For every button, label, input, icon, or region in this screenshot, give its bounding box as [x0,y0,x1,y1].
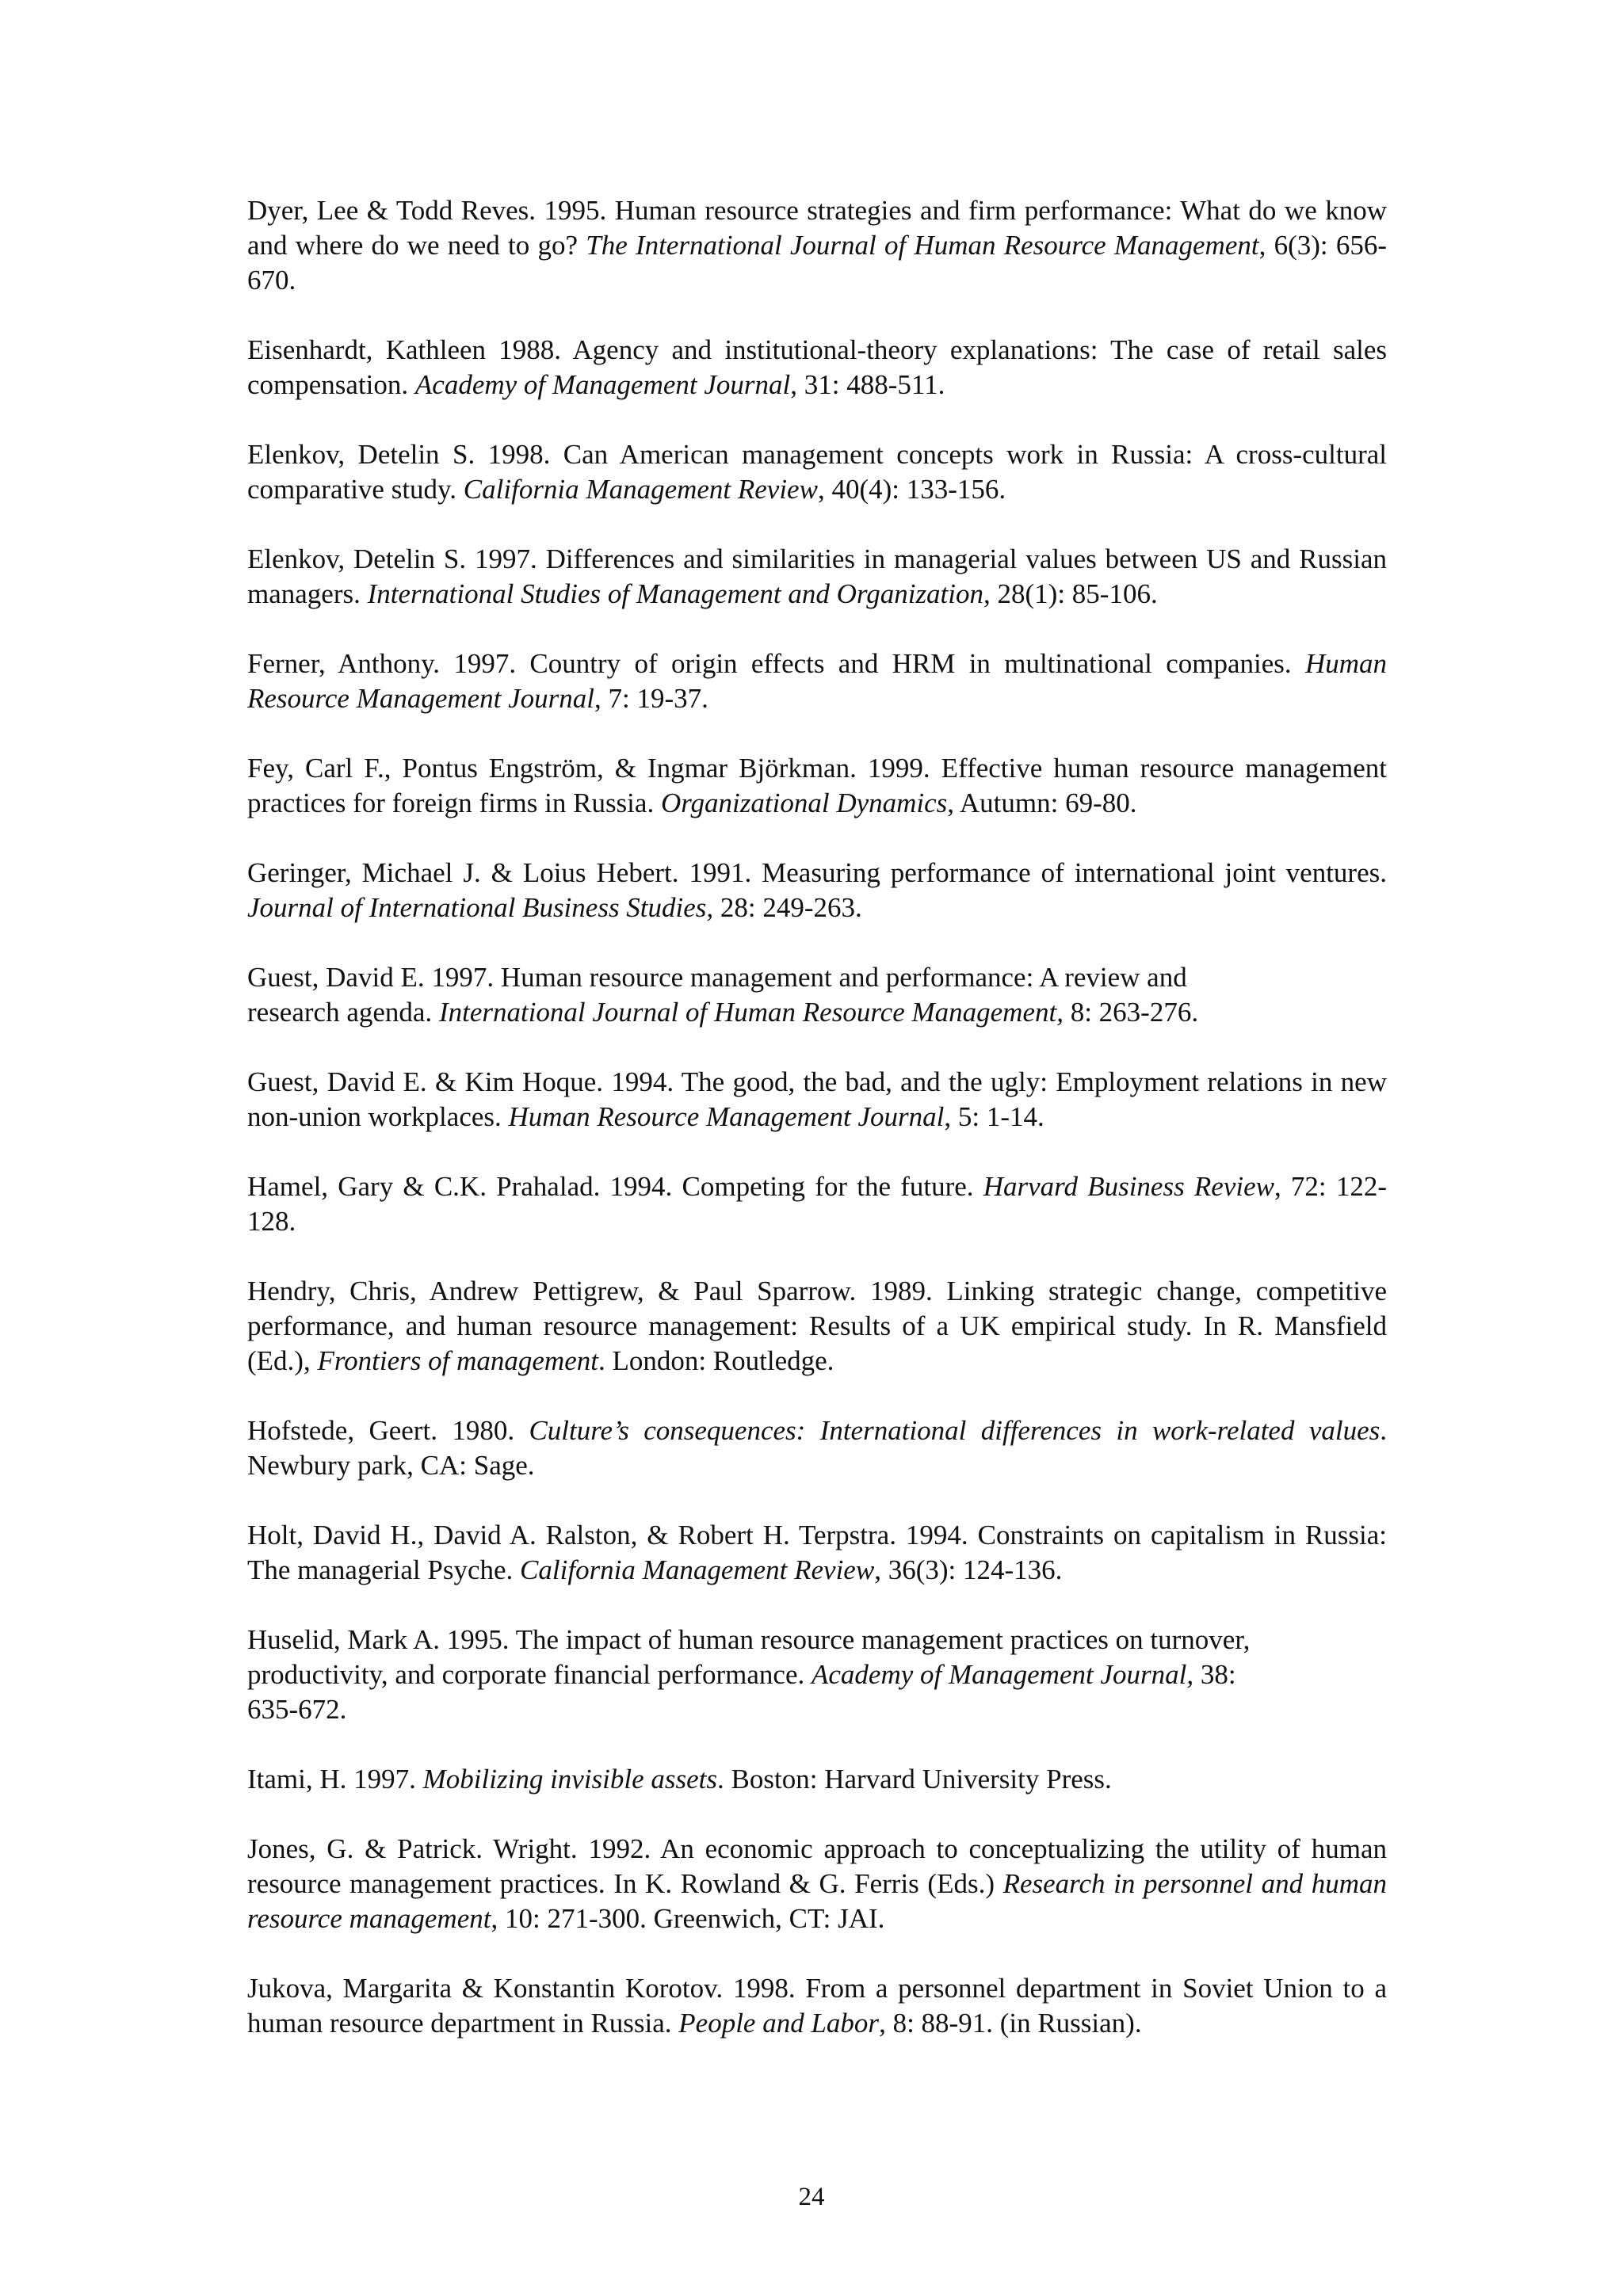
reference-entry [247,333,1387,402]
reference-entry [247,1518,1387,1588]
reference-text: Holt, David H., David A. Ralston, & Robert H. Terpstra. 1994. Constraints on capitalism in Russia: The managerial Psyche. [247,1520,1387,1585]
journal-title: The International Journal of Human Resource Management [586,230,1259,261]
reference-text: Eisenhardt, Kathleen 1988. Agency and institutional-theory explanations: The case of retail sales compensation. [247,334,1387,400]
reference-entry [247,1623,1285,1727]
book-title: Mobilizing invisible assets [422,1764,718,1794]
reference-text: Itami, H. 1997. [247,1764,423,1794]
reference-text: Jones, G. & Patrick. Wright. 1992. An economic approach to conceptualizing the utility of human resource management practices. In K. Rowland & G. Ferris (Eds.) [247,1833,1387,1899]
reference-text: , 5: 1-14. [944,1101,1044,1132]
journal-title: Journal of International Business Studies, [247,892,714,923]
journal-title: California Management Review [463,474,818,505]
reference-text: Fey, Carl F., Pontus Engström, & Ingmar Björkman. 1999. Effective human resource management practices for foreign firms in Russia. [247,753,1387,818]
reference-entry [247,646,1387,716]
page-number: 24 [798,2183,825,2211]
reference-entry [247,437,1387,507]
reference-text: Huselid, Mark A. 1995. The impact of human resource management practices on turnover, productivity, and corporate financial performance. [247,1624,1251,1690]
reference-text: . London: Routledge. [598,1345,834,1376]
reference-text: Ferner, Anthony. 1997. Country of origin effects and HRM in multinational companies. [247,648,1305,679]
reference-text: Guest, David E. 1997. Human resource management and performance: A review and research agenda. [247,962,1187,1028]
reference-entry [247,193,1387,298]
journal-title: California Management Review [520,1554,875,1585]
reference-text: Geringer, Michael J. & Loius Hebert. 1991. Measuring performance of international joint ventures. [247,857,1387,888]
reference-text: , 40(4): 133-156. [817,474,1006,505]
reference-entry [247,856,1387,925]
reference-entry [247,1274,1387,1379]
reference-text: Jukova, Margarita & Konstantin Korotov. 1998. From a personnel department in Soviet Union to a human resource department in Russia. [247,1973,1387,2039]
book-title: Frontiers of management [317,1345,598,1376]
journal-title: International Journal of Human Resource Management, [438,997,1064,1028]
reference-text: , 72: 122-128. [247,1171,1387,1237]
reference-text: Elenkov, Detelin S. 1998. Can American management concepts work in Russia: A cross-cultural comparative study. [247,439,1387,505]
journal-title: International Studies of Management and Organization [367,578,984,609]
reference-text: , 7: 19-37. [594,683,708,714]
reference-text: 38: 635-672. [247,1659,1236,1725]
reference-text: , 8: 88-91. (in Russian). [879,2008,1142,2039]
reference-text: 8: 263-276. [1063,997,1199,1028]
reference-text: Hamel, Gary & C.K. Prahalad. 1994. Competing for the future. [247,1171,983,1202]
reference-text: , 36(3): 124-136. [874,1554,1063,1585]
reference-entry [247,1971,1387,2041]
book-title: Research in personnel and human resource management [247,1868,1387,1934]
reference-text: . Boston: Harvard University Press. [717,1764,1112,1794]
journal-title: Human Resource Management Journal [247,648,1387,714]
reference-text: Elenkov, Detelin S. 1997. Differences and similarities in managerial values between US and Russian managers. [247,543,1387,609]
reference-text: , 28(1): 85-106. [983,578,1158,609]
book-title: Culture’s consequences: International differences in work-related values [529,1415,1381,1446]
reference-entry [247,1413,1387,1483]
reference-text: 28: 249-263. [713,892,862,923]
journal-title: Human Resource Management Journal [508,1101,945,1132]
reference-text: , 31: 488-511. [790,369,945,400]
reference-text: . Newbury park, CA: Sage. [247,1415,1387,1481]
reference-text: Dyer, Lee & Todd Reves. 1995. Human resource strategies and firm performance: What do we know and where do we need to go? [247,195,1387,261]
reference-entry [247,1169,1387,1239]
journal-title: People and Labor [678,2008,880,2039]
journal-title: Academy of Management Journal [414,369,791,400]
journal-title: Harvard Business Review [983,1171,1274,1202]
reference-text: , 10: 271-300. Greenwich, CT: JAI. [491,1903,885,1934]
reference-entry [247,1065,1387,1135]
reference-entry [247,542,1387,612]
journal-title: Academy of Management Journal, [812,1659,1194,1690]
reference-entry [247,1762,1387,1797]
reference-entry [247,1832,1387,1936]
reference-entry [247,960,1285,1030]
reference-text: Guest, David E. & Kim Hoque. 1994. The good, the bad, and the ugly: Employment relations in new non-union workplaces. [247,1066,1387,1132]
reference-list [247,193,1387,2076]
reference-text: , 6(3): 656-670. [247,230,1387,296]
journal-title: Organizational Dynamics [660,788,948,818]
reference-text: , Autumn: 69-80. [947,788,1137,818]
reference-text: Hofstede, Geert. 1980. [247,1415,529,1446]
reference-text: Hendry, Chris, Andrew Pettigrew, & Paul Sparrow. 1989. Linking strategic change, competitive performance, and human resource management: Results of a UK empirical study. In R. Mansfield (Ed.), [247,1276,1387,1376]
reference-entry [247,751,1387,821]
